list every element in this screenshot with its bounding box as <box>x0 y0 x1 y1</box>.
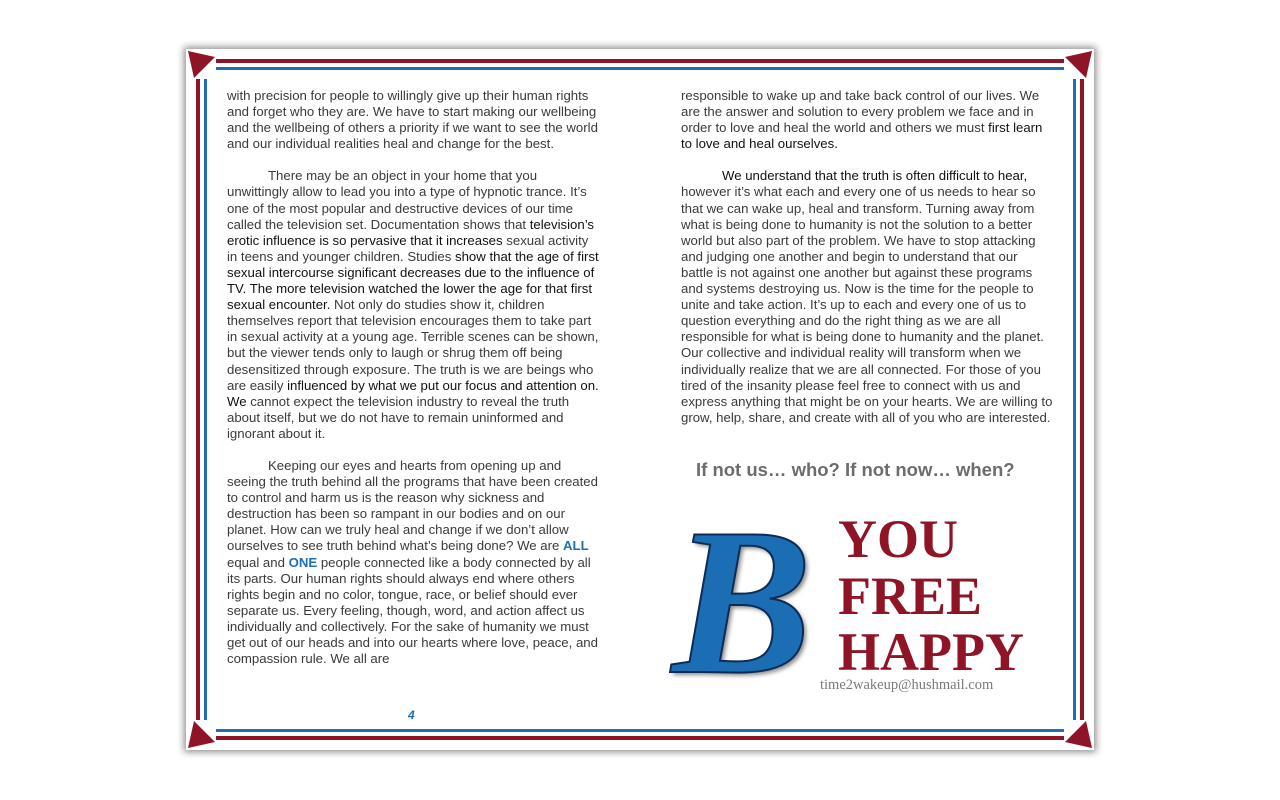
left-page-text <box>227 88 599 667</box>
border-top-blue-line <box>216 67 1064 70</box>
text-span: cannot expect the television industry to reveal the truth about itself, but we do not have to remain uninformed and ignorant about it. <box>227 393 570 441</box>
emphasis-text: We understand that the truth is often difficult to hear, <box>722 168 1028 184</box>
border-top-red-line <box>216 59 1064 63</box>
corner-top-right-arrow-icon <box>1064 51 1092 79</box>
left-paragraph-1: with precision for people to willingly give up their human rights and forget who they are. We have to start making our wellbeing and the wellbeing of others a priority if we want to see the world and our individual realities heal and change for the best. <box>227 88 598 152</box>
emphasis-text: show that the age of first sexual intercourse significant decreases due to the influence of TV. The more television watched the lower the age for that first sexual encounter. <box>227 248 599 313</box>
text-span: sexual activity in teens and younger children. Studies <box>227 232 589 264</box>
booklet-spread <box>186 49 1094 750</box>
slogan-word-you: YOU <box>838 509 958 569</box>
text-span: There may be an object in your home that you unwittingly allow to lead you into a type of hypnotic trance. It’s one of the most popular and destructive devices of our time called the television set. Documentation shows that <box>227 168 587 232</box>
slogan-word-happy: HAPPY <box>838 622 1024 682</box>
emphasis-text: influenced by what we put our focus and attention on. We <box>227 377 599 409</box>
border-left-red-line <box>196 79 200 720</box>
border-right-blue-line <box>1073 79 1076 720</box>
corner-top-left-arrow-icon <box>188 51 216 79</box>
corner-bottom-right-arrow-icon <box>1064 720 1092 748</box>
text-span: people connected like a body connected by all its parts. Our human rights should always end where others rights begin and no color, tongue, race, or belief should ever separate us. Every feeling, though, word, and action affect us individually and collectively. For the sake of humanity we must get out of our heads and into our hearts where love, peace, and compassion rule. We all are <box>227 554 598 667</box>
page-number: 4 <box>408 708 415 722</box>
left-paragraph-3 <box>227 458 599 667</box>
question-heading: If not us… who? If not now… when? <box>696 459 1015 480</box>
emphasis-text: television’s erotic influence is so pervasive that it increases <box>227 216 595 248</box>
corner-bottom-left-arrow-icon <box>188 720 216 748</box>
right-paragraph-2 <box>681 168 1053 426</box>
left-paragraph-2 <box>227 168 599 442</box>
text-span: Keeping our eyes and hearts from opening up and seeing the truth behind all the programs that have been created to control and harm us is the reason why sickness and destruction has been so rampant in our bodies and on our planet. How can we truly heal and change if we don’t allow ourselves to see truth behind what’s being done? We are <box>227 457 598 554</box>
text-span: responsible to wake up and take back control of our lives. We are the answer and solution to every problem we face and in order to love and heal the world and others we must <box>681 88 1040 136</box>
right-page-text <box>681 88 1053 426</box>
text-span: however it’s what each and every one of us needs to hear so that we can wake up, heal and transform. Turning away from what is being done to humanity is not the solution to a better world but also part of the problem. We have to stop attacking and judging one another and begin to understand that our battle is not against one another but against these programs and systems destroying us. Now is the time for the people to unite and take action. It’s up to each and every one of us to question everything and do the right thing as we are all responsible for what is being done to humanity and the planet. Our collective and individual reality will transform when we individually realize that we are all connected. For those of you tired of the insanity please feel free to connect with us and express anything that might be on your hearts. We are willing to grow, help, share, and create with all of you who are interested. <box>681 184 1053 425</box>
text-span: Not only do studies show it, children themselves report that television encourages them to take part in sexual activity at a young age. Terrible scenes can be shown, but the viewer tends only to laugh or shrug them off being desensitized through exposure. The truth is we are beings who are easily <box>227 297 599 393</box>
all-highlight: ALL <box>563 538 589 554</box>
border-bottom-blue-line <box>216 729 1064 732</box>
text-span: equal and <box>227 554 289 570</box>
big-b-letter: B <box>672 486 813 718</box>
border-right-red-line <box>1080 79 1084 720</box>
border-left-blue-line <box>204 79 207 720</box>
slogan-word-free: FREE <box>838 566 983 626</box>
right-paragraph-1 <box>681 88 1053 152</box>
border-bottom-red-line <box>216 736 1064 740</box>
contact-email: time2wakeup@hushmail.com <box>820 677 994 693</box>
one-highlight: ONE <box>288 554 318 570</box>
emphasis-text: first learn to love and heal ourselves. <box>681 120 1043 152</box>
